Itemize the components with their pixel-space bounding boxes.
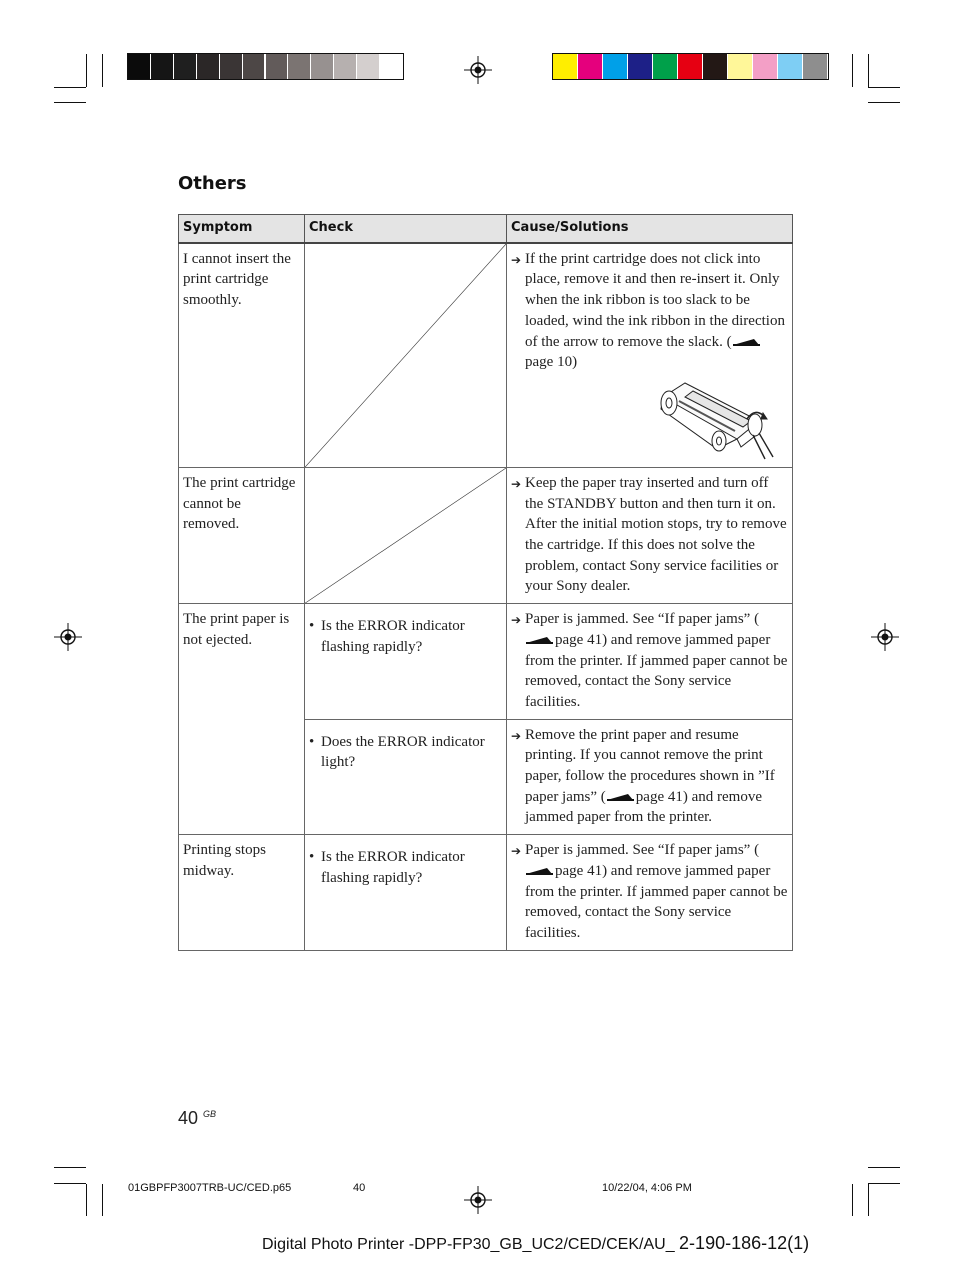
column-header-cause: Cause/Solutions [507, 215, 793, 243]
page-number: 40 $^{GB}$ [178, 1108, 217, 1128]
calibration-swatch [778, 54, 802, 79]
calibration-swatch [653, 54, 677, 79]
check-cell-empty [305, 467, 507, 603]
column-header-symptom: Symptom [179, 215, 305, 243]
table-row [179, 604, 793, 720]
troubleshooting-table [178, 214, 793, 951]
calibration-swatch [357, 54, 379, 79]
calibration-swatch [753, 54, 777, 79]
symptom-cell: Printing stops midway. [179, 835, 305, 951]
bullet-icon: • [309, 733, 315, 750]
diagonal-strike [305, 244, 506, 467]
calibration-swatch [197, 54, 219, 79]
arrow-right-icon: ➔ [511, 252, 522, 267]
arrow-right-icon: ➔ [511, 476, 522, 491]
calibration-swatch [703, 54, 727, 79]
registration-mark-icon [53, 622, 83, 652]
page-reference-icon [606, 792, 636, 802]
calibration-swatch [266, 54, 288, 79]
diagonal-strike [305, 468, 506, 603]
arrow-right-icon: ➔ [511, 613, 522, 628]
calibration-swatch [603, 54, 627, 79]
arrow-right-icon: ➔ [511, 844, 522, 859]
page-language-code: GB [203, 1109, 217, 1119]
calibration-swatch [728, 54, 752, 79]
page-reference-icon [525, 635, 555, 645]
cause-cell: ➔ Keep the paper tray inserted and turn off the STANDBY button and then turn it on. After the initial motion stops, try to remove the cartridge. If this does not solve the problem, contact Sony service facilities or your Sony dealer. [507, 467, 793, 603]
model-code: 2-190-186-12(1) [679, 1233, 810, 1253]
page-reference-icon [525, 866, 555, 876]
calibration-swatch [803, 54, 827, 79]
calibration-swatch [678, 54, 702, 79]
cause-cell: ➔ Remove the print paper and resume printing. If you cannot remove the print paper, follow the procedures shown in ”If paper jams” ( page 41) and remove jammed paper from the printer. [507, 719, 793, 835]
footer-page: 40 [353, 1182, 366, 1194]
symptom-cell: The print paper is not ejected. [179, 604, 305, 835]
calibration-swatch [151, 54, 173, 79]
calibration-swatch [243, 54, 265, 79]
column-header-check: Check [305, 215, 507, 243]
registration-mark-icon [463, 1185, 493, 1215]
table-row [179, 243, 793, 468]
footer-date: 10/22/04, 4:06 PM [602, 1182, 692, 1194]
symptom-cell: I cannot insert the print cartridge smoothly. [179, 243, 305, 468]
footer-filename: 01GBPFP3007TRB-UC/CED.p65 [128, 1182, 292, 1194]
cause-cell: ➔ Paper is jammed. See “If paper jams” (page 41) and remove jammed paper from the printer. If jammed paper cannot be removed, contact the Sony service facilities. [507, 835, 793, 951]
model-line: Digital Photo Printer -DPP-FP30_GB_UC2/CED/CEK/AU_ 2-190-186-12(1) [262, 1233, 810, 1253]
cause-cell: ➔ Paper is jammed. See “If paper jams” (page 41) and remove jammed paper from the printer. If jammed paper cannot be removed, contact the Sony service facilities. [507, 604, 793, 720]
registration-mark-icon [870, 622, 900, 652]
print-cartridge-illustration [655, 377, 781, 461]
bullet-icon: • [309, 849, 315, 866]
calibration-swatch [174, 54, 196, 79]
check-cell-empty [305, 243, 507, 468]
check-cell: • Does the ERROR indicator light? [305, 719, 507, 835]
calibration-swatch [128, 54, 150, 79]
page-reference-icon [732, 337, 762, 347]
calibration-swatch [628, 54, 652, 79]
calibration-swatch [311, 54, 333, 79]
grayscale-calibration-bar [127, 53, 404, 80]
calibration-swatch [578, 54, 602, 79]
registration-mark-icon [463, 55, 493, 85]
calibration-swatch [553, 54, 577, 79]
symptom-cell: The print cartridge cannot be removed. [179, 467, 305, 603]
cause-cell: ➔ If the print cartridge does not click into place, remove it and then re-insert it. Only when the ink ribbon is too slack to be loaded, wind the ink ribbon in the direction of the arrow to remove the slack. (page 10) [507, 243, 793, 468]
bullet-icon: • [309, 618, 315, 635]
table-row [179, 835, 793, 951]
table-header-row [179, 215, 793, 243]
section-title: Others [178, 173, 247, 194]
calibration-swatch [380, 54, 402, 79]
check-cell: • Is the ERROR indicator flashing rapidly? [305, 604, 507, 720]
check-cell: • Is the ERROR indicator flashing rapidly? [305, 835, 507, 951]
calibration-swatch [220, 54, 242, 79]
calibration-swatch [288, 54, 310, 79]
calibration-swatch [334, 54, 356, 79]
arrow-right-icon: ➔ [511, 728, 522, 743]
color-calibration-bar [552, 53, 829, 80]
table-row [179, 467, 793, 603]
